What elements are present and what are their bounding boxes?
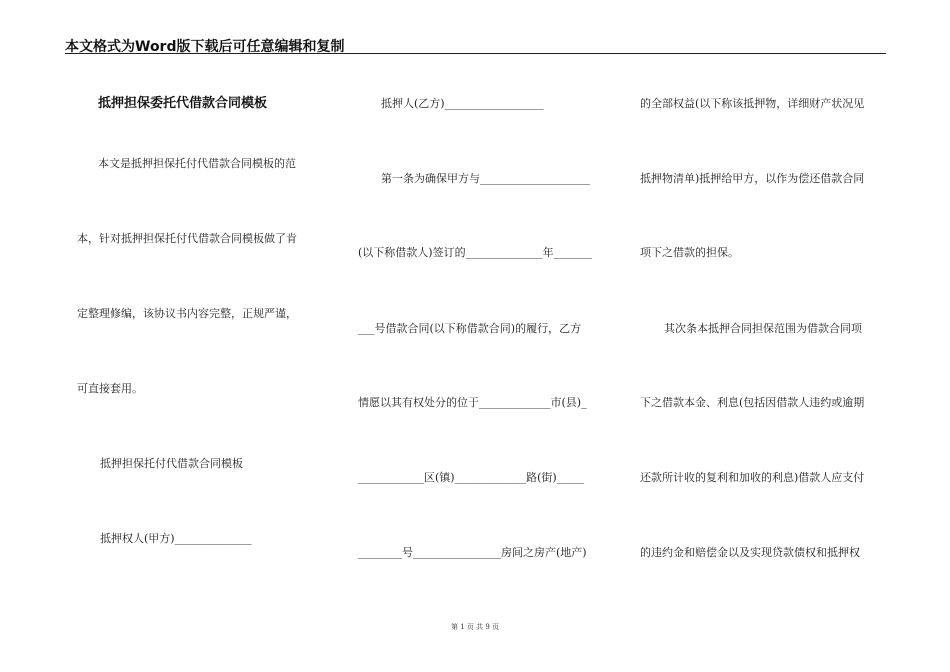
col3-line-7: 的违约金和赔偿金以及实现贷款债权和抵押权 [640,546,860,559]
col2-line-7: ________号________________房间之房产(地产) [358,546,587,559]
col1-line-5: 抵押担保托付代借款合同模板 [100,457,243,470]
col2-line-5: 情愿以其有权处分的位于_____________市(县)_ [358,396,587,409]
col1-line-1: 本文是抵押担保托付代借款合同模板的范 [98,157,296,170]
col1-line-3: 定整理修编，该协议书内容完整，正规严谨， [77,307,297,320]
col3-line-6: 还款所计收的复利和加收的利息)借款人应支付 [640,471,865,484]
col1-line-4: 可直接套用。 [77,382,143,395]
page-number: 第 1 页 共 9 页 [450,623,500,631]
col1-line-2: 本，针对抵押担保托付代借款合同模板做了肯 [77,232,297,245]
col2-line-3: (以下称借款人)签订的______________年_______ [358,246,593,259]
col2-line-4: ___号借款合同(以下称借款合同)的履行，乙方 [358,322,582,335]
col3-line-1: 的全部权益(以下称该抵押物，详细财产状况见 [640,97,865,110]
banner-divider [65,53,886,54]
col3-line-4: 其次条本抵押合同担保范围为借款合同项 [664,322,862,335]
col1-line-6: 抵押权人(甲方)______________ [100,532,252,545]
col3-line-5: 下之借款本金、利息(包括因借款人违约或逾期 [640,396,865,409]
document-banner: 本文格式为Word版下载后可任意编辑和复制 [65,39,345,55]
col2-line-6: ____________区(镇)_____________路(街)_____ [358,471,585,484]
col2-line-2: 第一条为确保甲方与____________________ [381,172,590,185]
document-title: 抵押担保委托代借款合同模板 [98,96,268,111]
col3-line-3: 项下之借款的担保。 [640,246,739,259]
col2-line-1: 抵押人(乙方)__________________ [381,97,544,110]
col3-line-2: 抵押物清单)抵押给甲方，以作为偿还借款合同 [640,172,865,185]
